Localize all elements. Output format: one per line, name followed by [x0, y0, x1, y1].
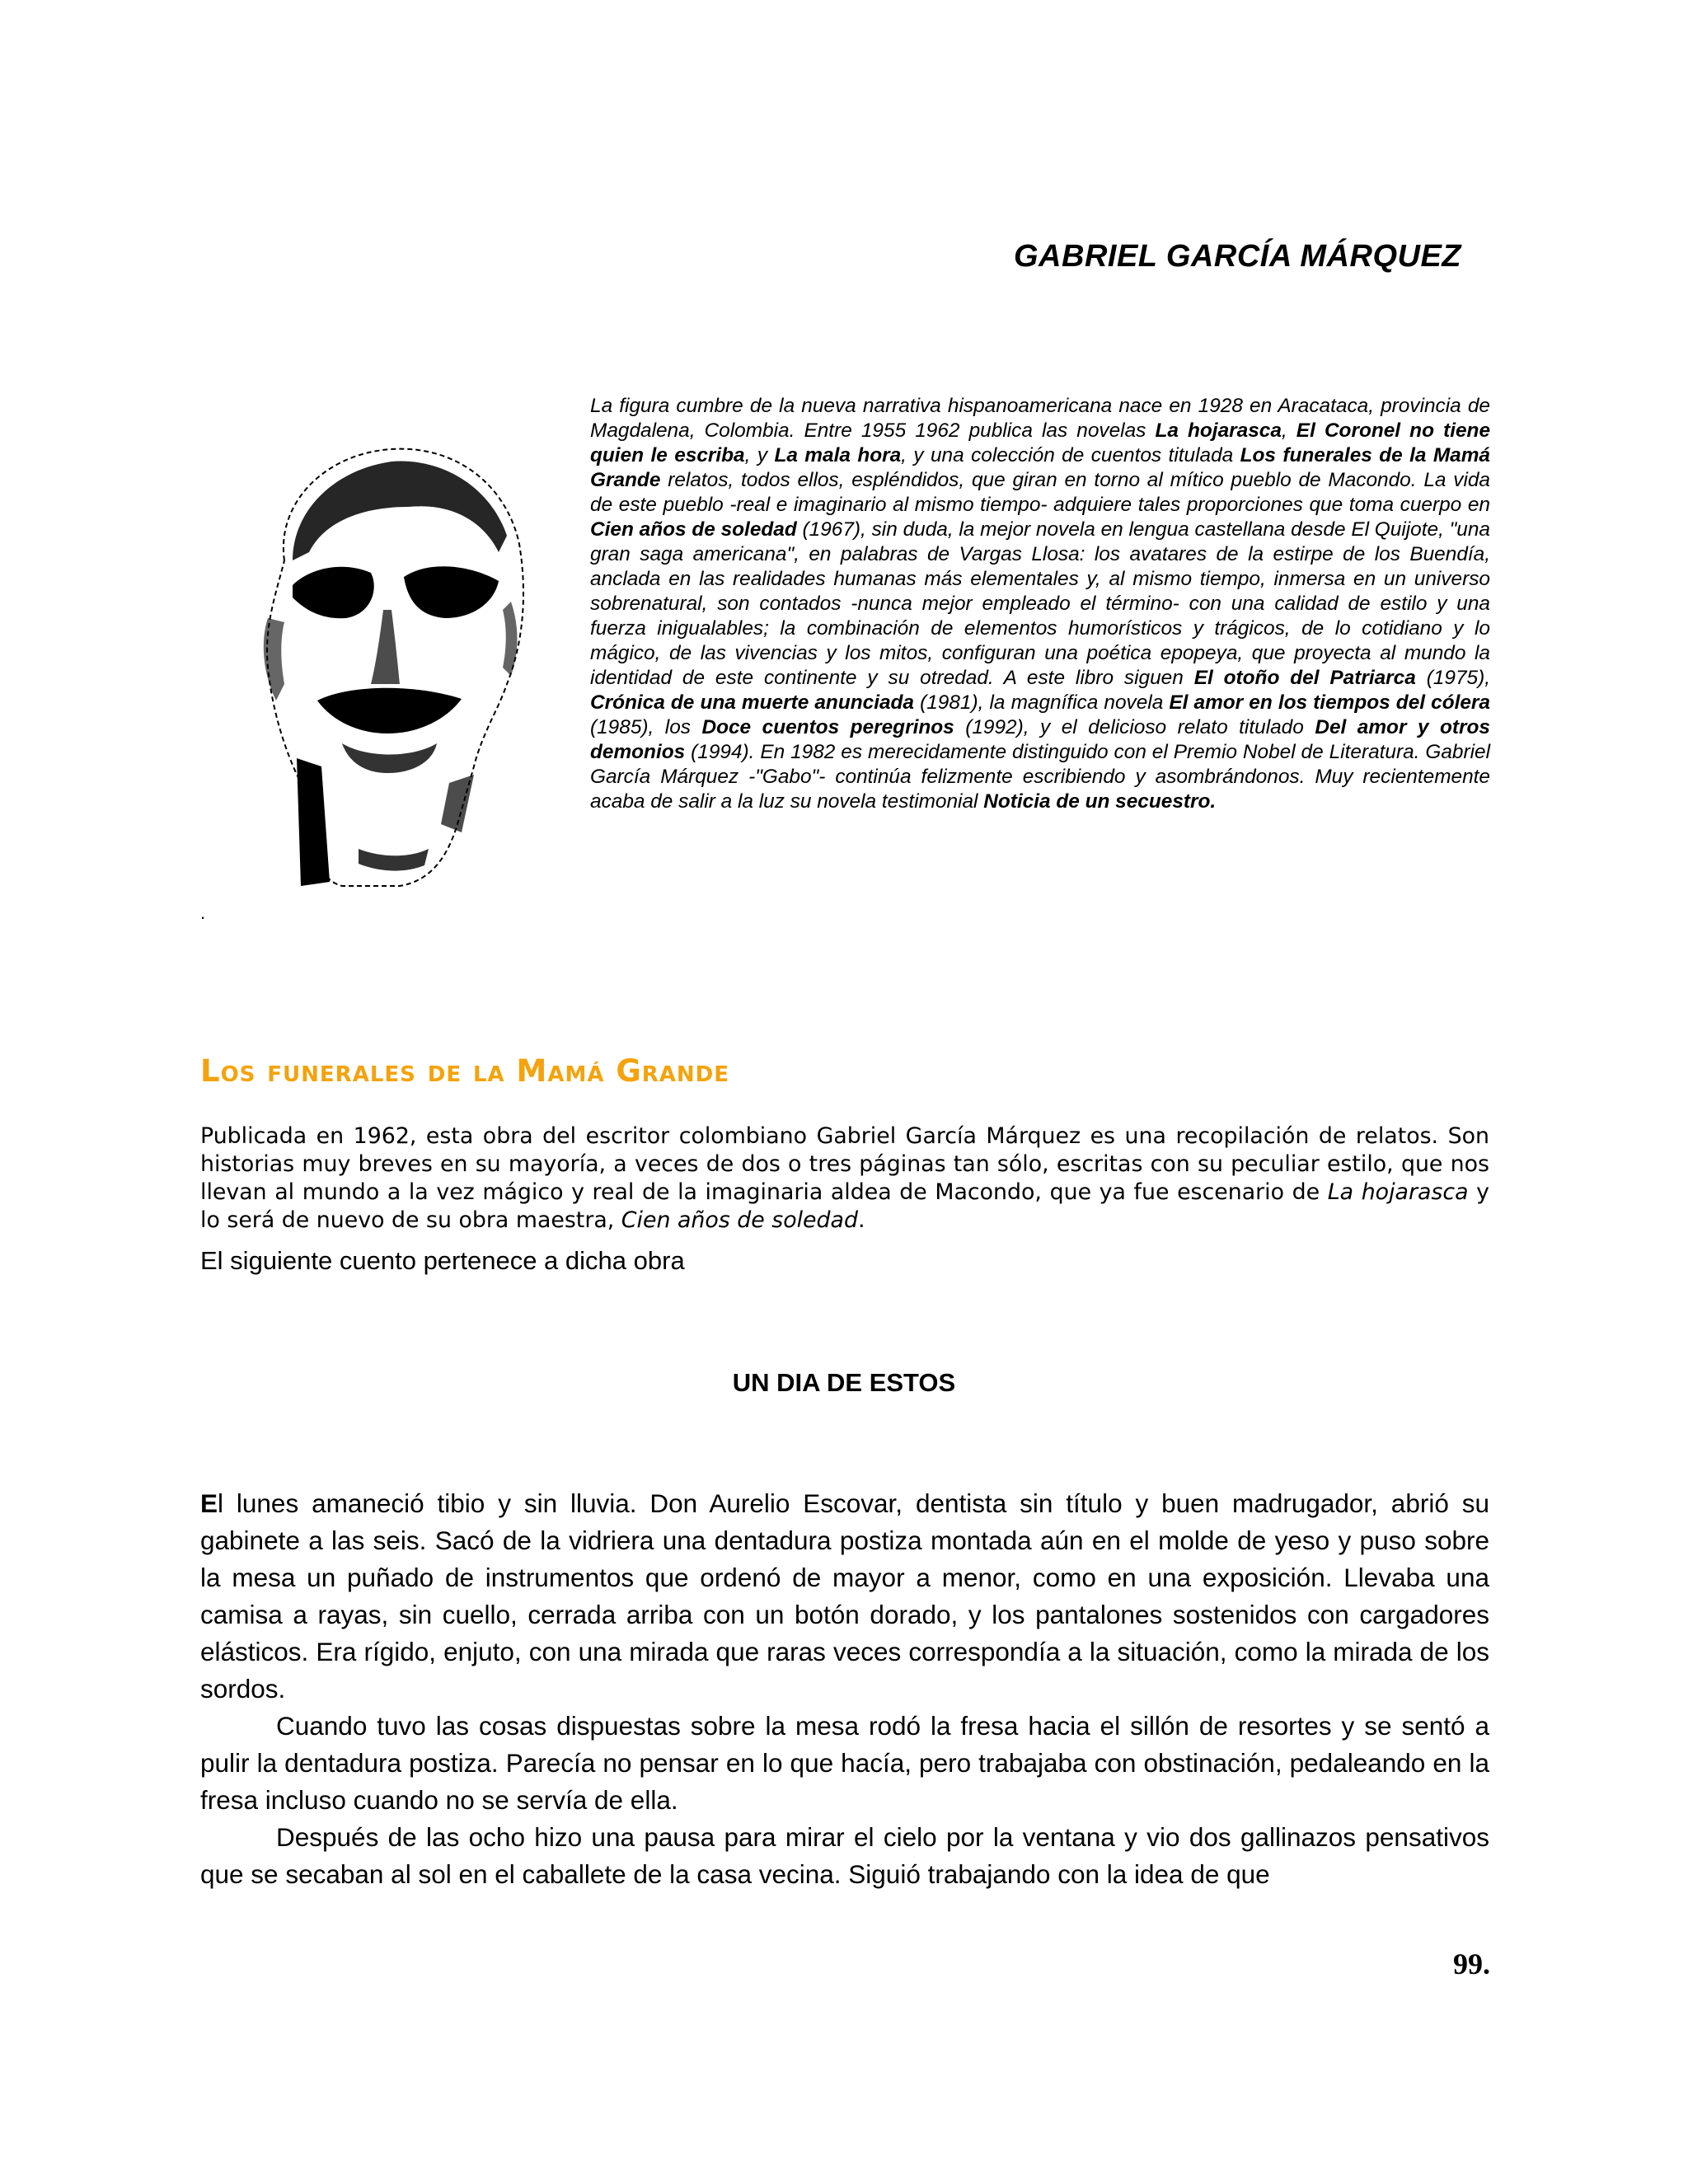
intro-note: El siguiente cuento pertenece a dicha obra	[200, 1246, 685, 1275]
page-number: 99.	[1453, 1947, 1490, 1980]
story-paragraph: Cuando tuvo las cosas dispuestas sobre la mesa rodó la fresa hacia el sillón de resortes y se sentó a pulir la dentadura postiza. Parecía no pensar en lo que hacía, pero trabajaba con obstinación, pedaleando en la fresa incluso cuando no se servía de ella.	[200, 1711, 1489, 1815]
portrait-caption-dot: .	[200, 902, 206, 923]
drop-cap: E	[200, 1488, 218, 1518]
author-title: GABRIEL GARCÍA MÁRQUEZ	[1014, 239, 1461, 274]
story-title: UN DIA DE ESTOS	[732, 1368, 956, 1397]
author-biography: La figura cumbre de la nueva narrativa hispanoamericana nace en 1928 en Aracataca, provincia de Magdalena, Colombia. Entre 1955 1962 publica las novelas La hojarasca, El Coronel no tiene quien le escriba, y La mala hora, y una colección de cuentos titulada Los funerales de la Mamá Grande relatos, todos ellos, espléndidos, que giran en torno al mítico pueblo de Macondo. La vida de este pueblo -real e imaginario al mismo tiempo- adquiere tales proporciones que toma cuerpo en Cien años de soledad (1967), sin duda, la mejor novela en lengua castellana desde El Quijote, "una gran saga americana", en palabras de Vargas Llosa: los avatares de la estirpe de los Buendía, anclada en las realidades humanas más elementales y, al mismo tiempo, inmersa en un universo sobrenatural, son contados -nunca mejor empleado el término- con una calidad de estilo y una fuerza inigualables; la combinación de elementos humorísticos y trágicos, de lo cotidiano y lo mágico, de las vivencias y los mitos, configuran una poética epopeya, que proyecta al mundo la identidad de este continente y su otredad. A este libro siguen El otoño del Patriarca (1975), Crónica de una muerte anunciada (1981), la magnífica novela El amor en los tiempos del cólera (1985), los Doce cuentos peregrinos (1992), y el delicioso relato titulado Del amor y otros demonios (1994). En 1982 es merecidamente distinguido con el Premio Nobel de Literatura. Gabriel García Márquez -"Gabo"- continúa felizmente escribiendo y asombrándonos. Muy recientemente acaba de salir a la luz su novela testimonial Noticia de un secuestro.	[590, 395, 1491, 813]
section-heading: Los funerales de la Mamá Grande	[200, 1053, 729, 1089]
story-body	[200, 1485, 1489, 1893]
story-paragraph: El lunes amaneció tibio y sin lluvia. Don Aurelio Escovar, dentista sin título y buen madrugador, abrió su gabinete a las seis. Sacó de la vidriera una dentadura postiza montada aún en el molde de yeso y puso sobre la mesa un puñado de instrumentos que ordenó de mayor a menor, como en una exposición. Llevaba una camisa a rayas, sin cuello, cerrada arriba con un botón dorado, y los pantalones sostenidos con cargadores elásticos. Era rígido, enjuto, con una mirada que raras veces correspondía a la situación, como la mirada de los sordos.	[200, 1488, 1489, 1704]
story-paragraph: Después de las ocho hizo una pausa para mirar el cielo por la ventana y vio dos gallinazos pensativos que se secaban al sol en el caballete de la casa vecina. Siguió trabajando con la idea de que	[200, 1822, 1489, 1889]
section-intro: Publicada en 1962, esta obra del escritor colombiano Gabriel García Márquez es una recopilación de relatos. Son historias muy breves en su mayoría, a veces de dos o tres páginas tan sólo, escritas con su peculiar estilo, que nos llevan al mundo a la vez mágico y real de la imaginaria aldea de Macondo, que ya fue escenario de La hojarasca y lo será de nuevo de su obra maestra, Cien años de soledad.	[200, 1123, 1489, 1233]
author-portrait-icon	[235, 437, 556, 898]
